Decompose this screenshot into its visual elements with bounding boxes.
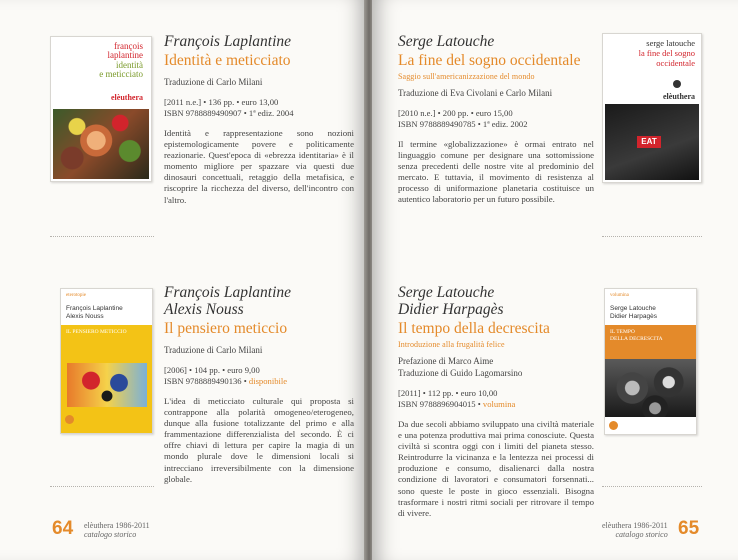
book-meta-line2-row: [398, 399, 594, 410]
book-meta: [398, 108, 594, 130]
book-cover-pensiero: [60, 288, 153, 434]
book-meta: [398, 388, 594, 410]
book-author: François Laplantine: [164, 33, 292, 50]
book-preface: Prefazione di Marco Aime: [398, 356, 494, 366]
cover-author-1: François Laplantine: [66, 305, 123, 312]
book-cover-decrescita: [604, 288, 697, 435]
cover-eat-sign: EAT: [637, 136, 661, 148]
cover-band-1: IL TEMPO: [610, 329, 635, 335]
cover-image-arcimboldo: [53, 109, 149, 179]
book-translator: Traduzione di Guido Lagomarsino: [398, 368, 523, 378]
section-divider: [602, 486, 702, 487]
book-author: Serge Latouche: [398, 33, 495, 50]
book-translator: Traduzione di Eva Civolani e Carlo Milani: [398, 88, 553, 98]
book-subtitle: Introduzione alla frugalità felice: [398, 340, 505, 349]
cover-author-2: Alexis Nouss: [66, 313, 104, 320]
cover-author: serge latouche: [646, 38, 695, 48]
book-subtitle: Saggio sull'americanizzazione del mondo: [398, 72, 535, 81]
cover-logo: [65, 415, 74, 424]
cover-publisher: elèuthera: [663, 92, 695, 101]
book-title: La fine del sogno occidentale: [398, 52, 581, 69]
footer-line2: catalogo storico: [615, 530, 668, 539]
right-page: [372, 0, 738, 560]
book-entry-sogno: [398, 33, 594, 206]
book-title: Il tempo della decrescita: [398, 320, 550, 337]
book-meta: [164, 365, 354, 387]
book-description: L'idea di meticciato culturale qui proposta si contrappone alla polarità omogeneo/eterogeneo, dunque alla fusione totalizzante del primo e alla frammentazione differenzialista del secondo. È ci offre chiavi di lettura per capire la magia di un mondo plurale dove le dimensioni locali si intrecciano irreversibilmente con la dimensione globale.: [164, 396, 354, 484]
book-author-2: Alexis Nouss: [164, 301, 244, 318]
book-meta: [164, 97, 354, 119]
book-author: François Laplantine: [164, 284, 292, 301]
cover-series: eterotopie: [66, 293, 86, 298]
section-divider: [50, 236, 154, 237]
book-cover-sogno: [602, 33, 702, 183]
page-number: 65: [678, 518, 700, 539]
book-cover-identita: [50, 36, 152, 182]
footer-line1: elèuthera 1986-2011: [84, 521, 150, 530]
book-title: Identità e meticciato: [164, 52, 291, 69]
book-author-2: Didier Harpagès: [398, 301, 504, 318]
book-meta-line1: [2006] • 104 pp. • euro 9,00: [164, 365, 260, 375]
book-entry-pensiero: [164, 284, 354, 485]
book-meta-line1: [2011 n.e.] • 136 pp. • euro 13,00: [164, 97, 279, 107]
cover-author-first: françois: [114, 41, 143, 51]
cover-publisher: elèuthera: [111, 93, 143, 102]
cover-image-gears: [605, 359, 696, 417]
cover-author-1: Serge Latouche: [610, 305, 656, 312]
book-entry-decrescita: [398, 284, 594, 519]
cover-series: volumina: [610, 293, 629, 298]
book-description: Il termine «globalizzazione» è ormai entrato nel linguaggio comune per designare una sottomissione senza precedenti delle nostre vite al predominio del mercato. E tuttavia, il movimento di resistenza al processo di uniformazione planetaria costituisce un autentico laboratorio per un futuro possibile.: [398, 139, 594, 205]
book-availability: disponibile: [248, 376, 288, 386]
book-translator: Traduzione di Carlo Milani: [164, 345, 263, 355]
book-author: Serge Latouche: [398, 284, 495, 301]
cover-image-face: [67, 363, 147, 407]
book-meta-line2: ISBN 9788889490785 • 1ª ediz. 2002: [398, 119, 528, 129]
book-translator: Traduzione di Carlo Milani: [164, 77, 263, 87]
cover-band-2: DELLA DECRESCITA: [610, 336, 663, 342]
book-description: Da due secoli abbiamo sviluppato una civiltà materiale e una potenza produttiva mai prima conosciute. Questa civiltà si scontra oggi con i limiti del pianeta stesso. Reintrodurre la vicinanza e la lentezza nei processi di produzione e consumo, disalienarci dalla nostra condizione di lavoratori e consumatori forsennati... sono queste le poste in gioco essenziali. Bisogna trasformare i nostri ritmi sociali per ritrovare il tempo di vivere.: [398, 419, 594, 518]
cover-title-1: la fine del sogno: [638, 48, 695, 58]
book-series: volumina: [482, 399, 516, 409]
footer-line2: catalogo storico: [84, 530, 137, 539]
book-meta-line1: [2010 n.e.] • 200 pp. • euro 15,00: [398, 108, 513, 118]
book-meta-line2-row: [164, 376, 354, 387]
book-description: Identità e rappresentazione sono nozioni epistemologicamente povere e politicamente reazionarie. Quest'epoca di «ebrezza identitaria» è il momento migliore per spazzare via questi due dinosauri concettuali, retaggio della metafisica, e riscoprire la ricchezza del diverso, dell'incontro con l'altro.: [164, 128, 354, 205]
cover-logo: [609, 421, 618, 430]
footer-line1: elèuthera 1986-2011: [602, 521, 668, 530]
footer-caption: [84, 521, 150, 539]
cover-title-2: occidentale: [656, 58, 695, 68]
book-entry-identita: [164, 33, 354, 206]
cover-author-2: Didier Harpagès: [610, 313, 657, 320]
section-divider: [602, 236, 702, 237]
book-title: Il pensiero meticcio: [164, 320, 288, 337]
footer-caption: [602, 521, 668, 539]
cover-band: IL PENSIERO METICCIO: [66, 329, 127, 335]
cover-logo: [673, 80, 681, 88]
cover-title-2: e meticciato: [99, 69, 143, 79]
section-divider: [50, 486, 154, 487]
cover-title-1: identità: [116, 60, 143, 70]
book-meta-line2: ISBN 9788889490136 •: [164, 376, 247, 386]
cover-author-last: laplantine: [107, 50, 143, 60]
book-meta-line2: ISBN 9788896904015 •: [398, 399, 481, 409]
page-number: 64: [52, 518, 74, 539]
left-page: [0, 0, 366, 560]
book-meta-line1: [2011] • 112 pp. • euro 10,00: [398, 388, 498, 398]
book-meta-line2: ISBN 9788889490907 • 1ª ediz. 2004: [164, 108, 294, 118]
